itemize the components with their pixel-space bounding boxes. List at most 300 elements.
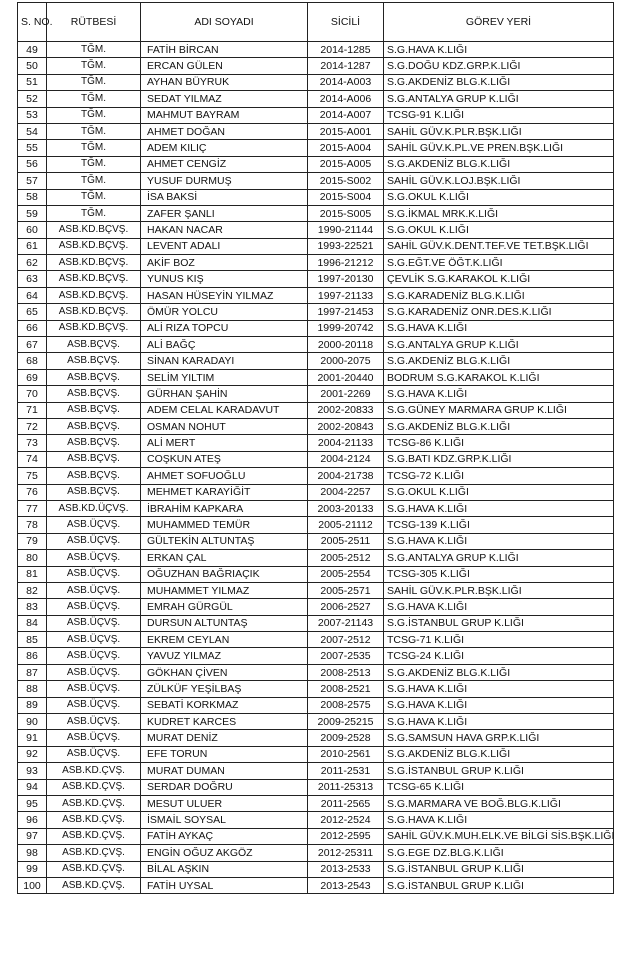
cell-duty-station: S.G.OKUL K.LIĞI — [384, 189, 614, 205]
cell-duty-station: TCSG-71 K.LIĞI — [384, 632, 614, 648]
cell-duty-station: S.G.SAMSUN HAVA GRP.K.LIĞI — [384, 730, 614, 746]
cell-duty-station: S.G.HAVA K.LIĞI — [384, 320, 614, 336]
cell-rank: ASB.KD.ÜÇVŞ. — [47, 500, 141, 516]
cell-registry: 2013-2543 — [308, 877, 384, 893]
cell-rank: ASB.KD.BÇVŞ. — [47, 304, 141, 320]
cell-rank: TĞM. — [47, 123, 141, 139]
cell-registry: 2008-2513 — [308, 664, 384, 680]
cell-duty-station: S.G.HAVA K.LIĞI — [384, 681, 614, 697]
cell-rank: ASB.ÜÇVŞ. — [47, 648, 141, 664]
cell-no: 88 — [18, 681, 47, 697]
cell-name: İBRAHİM KAPKARA — [141, 500, 308, 516]
table-row — [18, 107, 614, 123]
cell-registry: 2006-2527 — [308, 599, 384, 615]
cell-registry: 2004-2257 — [308, 484, 384, 500]
cell-duty-station: S.G.ANTALYA GRUP K.LIĞI — [384, 550, 614, 566]
cell-registry: 2015-S004 — [308, 189, 384, 205]
cell-duty-station: S.G.HAVA K.LIĞI — [384, 533, 614, 549]
cell-duty-station: S.G.HAVA K.LIĞI — [384, 386, 614, 402]
table-row — [18, 353, 614, 369]
cell-no: 68 — [18, 353, 47, 369]
cell-registry: 2014-A003 — [308, 74, 384, 90]
cell-no: 61 — [18, 238, 47, 254]
cell-no: 87 — [18, 664, 47, 680]
cell-registry: 2004-21133 — [308, 435, 384, 451]
cell-name: FATİH UYSAL — [141, 877, 308, 893]
cell-rank: ASB.BÇVŞ. — [47, 386, 141, 402]
cell-name: MURAT DENİZ — [141, 730, 308, 746]
cell-name: HAKAN NACAR — [141, 222, 308, 238]
cell-name: COŞKUN ATEŞ — [141, 451, 308, 467]
cell-rank: ASB.ÜÇVŞ. — [47, 599, 141, 615]
cell-name: LEVENT ADALI — [141, 238, 308, 254]
cell-duty-station: TCSG-86 K.LIĞI — [384, 435, 614, 451]
cell-name: SİNAN KARADAYI — [141, 353, 308, 369]
table-row — [18, 795, 614, 811]
cell-duty-station: SAHİL GÜV.K.PL.VE PREN.BŞK.LIĞI — [384, 140, 614, 156]
table-row — [18, 140, 614, 156]
cell-rank: ASB.ÜÇVŞ. — [47, 664, 141, 680]
table-row — [18, 812, 614, 828]
cell-no: 82 — [18, 582, 47, 598]
table-row — [18, 599, 614, 615]
table-row — [18, 320, 614, 336]
cell-duty-station: S.G.AKDENİZ BLG.K.LIĞI — [384, 418, 614, 434]
cell-duty-station: S.G.MARMARA VE BOĞ.BLG.K.LIĞI — [384, 795, 614, 811]
cell-name: GÜLTEKİN ALTUNTAŞ — [141, 533, 308, 549]
cell-no: 90 — [18, 714, 47, 730]
cell-registry: 2001-20440 — [308, 369, 384, 385]
cell-duty-station: S.G.HAVA K.LIĞI — [384, 500, 614, 516]
cell-registry: 2002-20843 — [308, 418, 384, 434]
table-row — [18, 91, 614, 107]
cell-registry: 1993-22521 — [308, 238, 384, 254]
personnel-table — [17, 2, 614, 894]
cell-no: 98 — [18, 845, 47, 861]
cell-duty-station: BODRUM S.G.KARAKOL K.LIĞI — [384, 369, 614, 385]
cell-duty-station: S.G.EGE DZ.BLG.K.LIĞI — [384, 845, 614, 861]
cell-name: FATİH BİRCAN — [141, 42, 308, 58]
cell-registry: 2012-2524 — [308, 812, 384, 828]
cell-name: AKİF BOZ — [141, 255, 308, 271]
personnel-list — [17, 2, 613, 894]
cell-no: 71 — [18, 402, 47, 418]
cell-duty-station: S.G.DOĞU KDZ.GRP.K.LIĞI — [384, 58, 614, 74]
cell-no: 95 — [18, 795, 47, 811]
cell-name: DURSUN ALTUNTAŞ — [141, 615, 308, 631]
cell-no: 49 — [18, 42, 47, 58]
header-registry: SİCİLİ — [308, 3, 384, 42]
table-row — [18, 484, 614, 500]
cell-no: 89 — [18, 697, 47, 713]
cell-registry: 2009-2528 — [308, 730, 384, 746]
cell-no: 55 — [18, 140, 47, 156]
cell-rank: ASB.KD.BÇVŞ. — [47, 287, 141, 303]
cell-name: AHMET SOFUOĞLU — [141, 468, 308, 484]
table-row — [18, 435, 614, 451]
table-row — [18, 763, 614, 779]
cell-rank: TĞM. — [47, 140, 141, 156]
table-row — [18, 697, 614, 713]
cell-registry: 2000-2075 — [308, 353, 384, 369]
cell-no: 94 — [18, 779, 47, 795]
cell-duty-station: S.G.İSTANBUL GRUP K.LIĞI — [384, 763, 614, 779]
cell-name: EFE TORUN — [141, 746, 308, 762]
cell-name: AYHAN BÜYRUK — [141, 74, 308, 90]
cell-rank: ASB.BÇVŞ. — [47, 418, 141, 434]
cell-registry: 2008-2575 — [308, 697, 384, 713]
table-row — [18, 861, 614, 877]
cell-rank: ASB.KD.BÇVŞ. — [47, 271, 141, 287]
cell-no: 66 — [18, 320, 47, 336]
cell-no: 77 — [18, 500, 47, 516]
cell-no: 93 — [18, 763, 47, 779]
cell-registry: 1990-21144 — [308, 222, 384, 238]
cell-rank: ASB.ÜÇVŞ. — [47, 517, 141, 533]
cell-registry: 2004-2124 — [308, 451, 384, 467]
cell-no: 59 — [18, 205, 47, 221]
cell-duty-station: TCSG-91 K.LIĞI — [384, 107, 614, 123]
cell-no: 72 — [18, 418, 47, 434]
table-row — [18, 648, 614, 664]
cell-rank: ASB.KD.ÇVŞ. — [47, 795, 141, 811]
cell-duty-station: TCSG-65 K.LIĞI — [384, 779, 614, 795]
cell-duty-station: SAHİL GÜV.K.MUH.ELK.VE BİLGİ SİS.BŞK.LIĞI — [384, 828, 614, 844]
cell-duty-station: TCSG-305 K.LIĞI — [384, 566, 614, 582]
header-row — [18, 3, 614, 42]
table-row — [18, 550, 614, 566]
cell-rank: ASB.BÇVŞ. — [47, 435, 141, 451]
cell-registry: 2015-S005 — [308, 205, 384, 221]
cell-no: 73 — [18, 435, 47, 451]
cell-registry: 2012-25311 — [308, 845, 384, 861]
table-row — [18, 615, 614, 631]
cell-name: İSMAİL SOYSAL — [141, 812, 308, 828]
cell-duty-station: SAHİL GÜV.K.PLR.BŞK.LIĞI — [384, 123, 614, 139]
cell-duty-station: SAHİL GÜV.K.PLR.BŞK.LIĞI — [384, 582, 614, 598]
cell-rank: TĞM. — [47, 107, 141, 123]
cell-registry: 2014-A007 — [308, 107, 384, 123]
cell-rank: TĞM. — [47, 205, 141, 221]
cell-no: 69 — [18, 369, 47, 385]
cell-name: MAHMUT BAYRAM — [141, 107, 308, 123]
cell-name: SEBATİ KORKMAZ — [141, 697, 308, 713]
cell-name: MUHAMMED TEMÜR — [141, 517, 308, 533]
cell-duty-station: S.G.HAVA K.LIĞI — [384, 812, 614, 828]
table-row — [18, 517, 614, 533]
cell-registry: 2005-21112 — [308, 517, 384, 533]
header-name: ADI SOYADI — [141, 3, 308, 42]
cell-rank: ASB.BÇVŞ. — [47, 451, 141, 467]
cell-duty-station: TCSG-139 K.LIĞI — [384, 517, 614, 533]
cell-rank: ASB.ÜÇVŞ. — [47, 681, 141, 697]
cell-no: 86 — [18, 648, 47, 664]
table-row — [18, 500, 614, 516]
table-row — [18, 369, 614, 385]
table-row — [18, 582, 614, 598]
cell-no: 91 — [18, 730, 47, 746]
cell-registry: 2015-A001 — [308, 123, 384, 139]
cell-duty-station: S.G.GÜNEY MARMARA GRUP K.LIĞI — [384, 402, 614, 418]
cell-name: SERDAR DOĞRU — [141, 779, 308, 795]
cell-no: 78 — [18, 517, 47, 533]
cell-registry: 2011-2565 — [308, 795, 384, 811]
cell-registry: 2005-2571 — [308, 582, 384, 598]
cell-rank: TĞM. — [47, 42, 141, 58]
cell-duty-station: S.G.İSTANBUL GRUP K.LIĞI — [384, 615, 614, 631]
cell-name: EMRAH GÜRGÜL — [141, 599, 308, 615]
table-row — [18, 681, 614, 697]
cell-rank: ASB.KD.BÇVŞ. — [47, 238, 141, 254]
cell-duty-station: S.G.ANTALYA GRUP K.LIĞI — [384, 91, 614, 107]
cell-rank: ASB.KD.ÇVŞ. — [47, 763, 141, 779]
cell-no: 57 — [18, 173, 47, 189]
cell-no: 97 — [18, 828, 47, 844]
cell-rank: TĞM. — [47, 91, 141, 107]
cell-registry: 2013-2533 — [308, 861, 384, 877]
cell-registry: 2005-2512 — [308, 550, 384, 566]
table-row — [18, 58, 614, 74]
cell-name: ZÜLKÜF YEŞİLBAŞ — [141, 681, 308, 697]
cell-name: ZAFER ŞANLI — [141, 205, 308, 221]
table-row — [18, 845, 614, 861]
cell-name: AHMET DOĞAN — [141, 123, 308, 139]
cell-rank: ASB.BÇVŞ. — [47, 369, 141, 385]
cell-duty-station: ÇEVLİK S.G.KARAKOL K.LIĞI — [384, 271, 614, 287]
cell-name: MEHMET KARAYİĞİT — [141, 484, 308, 500]
cell-registry: 2003-20133 — [308, 500, 384, 516]
cell-registry: 2000-20118 — [308, 337, 384, 353]
cell-duty-station: TCSG-72 K.LIĞI — [384, 468, 614, 484]
cell-rank: ASB.KD.ÇVŞ. — [47, 861, 141, 877]
cell-rank: ASB.BÇVŞ. — [47, 468, 141, 484]
cell-duty-station: S.G.EĞT.VE ÖĞT.K.LIĞI — [384, 255, 614, 271]
cell-no: 56 — [18, 156, 47, 172]
cell-duty-station: S.G.HAVA K.LIĞI — [384, 697, 614, 713]
cell-registry: 1997-21133 — [308, 287, 384, 303]
cell-duty-station: S.G.AKDENİZ BLG.K.LIĞI — [384, 353, 614, 369]
table-row — [18, 173, 614, 189]
cell-name: SEDAT YILMAZ — [141, 91, 308, 107]
cell-rank: ASB.ÜÇVŞ. — [47, 714, 141, 730]
cell-name: MUHAMMET YILMAZ — [141, 582, 308, 598]
table-row — [18, 156, 614, 172]
cell-duty-station: S.G.HAVA K.LIĞI — [384, 599, 614, 615]
table-row — [18, 779, 614, 795]
cell-rank: ASB.KD.BÇVŞ. — [47, 222, 141, 238]
cell-name: YUSUF DURMUŞ — [141, 173, 308, 189]
cell-no: 62 — [18, 255, 47, 271]
cell-registry: 2009-25215 — [308, 714, 384, 730]
cell-name: GÜRHAN ŞAHİN — [141, 386, 308, 402]
table-row — [18, 632, 614, 648]
table-row — [18, 828, 614, 844]
cell-no: 96 — [18, 812, 47, 828]
table-row — [18, 123, 614, 139]
cell-registry: 2008-2521 — [308, 681, 384, 697]
cell-rank: ASB.ÜÇVŞ. — [47, 730, 141, 746]
cell-no: 76 — [18, 484, 47, 500]
cell-registry: 2005-2554 — [308, 566, 384, 582]
cell-rank: ASB.KD.BÇVŞ. — [47, 320, 141, 336]
cell-name: ALİ MERT — [141, 435, 308, 451]
cell-no: 83 — [18, 599, 47, 615]
cell-duty-station: S.G.BATI KDZ.GRP.K.LIĞI — [384, 451, 614, 467]
table-body — [18, 42, 614, 894]
cell-name: ADEM CELAL KARADAVUT — [141, 402, 308, 418]
cell-registry: 2004-21738 — [308, 468, 384, 484]
cell-rank: ASB.ÜÇVŞ. — [47, 697, 141, 713]
cell-registry: 2007-2512 — [308, 632, 384, 648]
table-row — [18, 877, 614, 893]
cell-name: MURAT DUMAN — [141, 763, 308, 779]
cell-no: 70 — [18, 386, 47, 402]
cell-no: 99 — [18, 861, 47, 877]
cell-name: ALİ BAĞÇ — [141, 337, 308, 353]
cell-duty-station: TCSG-24 K.LIĞI — [384, 648, 614, 664]
cell-name: GÖKHAN ÇİVEN — [141, 664, 308, 680]
cell-name: İSA BAKSİ — [141, 189, 308, 205]
cell-name: ERCAN GÜLEN — [141, 58, 308, 74]
table-row — [18, 451, 614, 467]
cell-rank: ASB.ÜÇVŞ. — [47, 632, 141, 648]
cell-no: 53 — [18, 107, 47, 123]
cell-rank: ASB.ÜÇVŞ. — [47, 746, 141, 762]
table-row — [18, 402, 614, 418]
cell-registry: 2002-20833 — [308, 402, 384, 418]
cell-name: ENGİN OĞUZ AKGÖZ — [141, 845, 308, 861]
table-row — [18, 189, 614, 205]
cell-rank: ASB.KD.ÇVŞ. — [47, 877, 141, 893]
header-rank: RÜTBESİ — [47, 3, 141, 42]
cell-registry: 1997-20130 — [308, 271, 384, 287]
table-row — [18, 714, 614, 730]
table-row — [18, 238, 614, 254]
cell-name: SELİM YILTIM — [141, 369, 308, 385]
cell-no: 81 — [18, 566, 47, 582]
cell-duty-station: S.G.AKDENİZ BLG.K.LIĞI — [384, 664, 614, 680]
table-row — [18, 418, 614, 434]
cell-registry: 2010-2561 — [308, 746, 384, 762]
cell-duty-station: S.G.OKUL K.LIĞI — [384, 222, 614, 238]
cell-name: ALİ RIZA TOPCU — [141, 320, 308, 336]
cell-no: 100 — [18, 877, 47, 893]
table-row — [18, 287, 614, 303]
cell-no: 92 — [18, 746, 47, 762]
cell-registry: 1997-21453 — [308, 304, 384, 320]
cell-registry: 1996-21212 — [308, 255, 384, 271]
cell-no: 80 — [18, 550, 47, 566]
table-row — [18, 533, 614, 549]
cell-name: MESUT ULUER — [141, 795, 308, 811]
cell-no: 65 — [18, 304, 47, 320]
table-row — [18, 730, 614, 746]
cell-name: ERKAN ÇAL — [141, 550, 308, 566]
cell-duty-station: SAHİL GÜV.K.DENT.TEF.VE TET.BŞK.LIĞI — [384, 238, 614, 254]
table-row — [18, 664, 614, 680]
cell-duty-station: S.G.OKUL K.LIĞI — [384, 484, 614, 500]
cell-rank: ASB.KD.ÇVŞ. — [47, 812, 141, 828]
header-duty-station: GÖREV YERİ — [384, 3, 614, 42]
cell-registry: 2007-21143 — [308, 615, 384, 631]
cell-rank: ASB.BÇVŞ. — [47, 353, 141, 369]
cell-registry: 2001-2269 — [308, 386, 384, 402]
cell-no: 75 — [18, 468, 47, 484]
cell-no: 63 — [18, 271, 47, 287]
cell-name: OĞUZHAN BAĞRIAÇIK — [141, 566, 308, 582]
cell-rank: ASB.KD.BÇVŞ. — [47, 255, 141, 271]
table-row — [18, 746, 614, 762]
cell-rank: ASB.KD.ÇVŞ. — [47, 828, 141, 844]
cell-registry: 2007-2535 — [308, 648, 384, 664]
cell-registry: 2015-A004 — [308, 140, 384, 156]
cell-rank: ASB.ÜÇVŞ. — [47, 582, 141, 598]
cell-no: 84 — [18, 615, 47, 631]
cell-duty-station: S.G.ANTALYA GRUP K.LIĞI — [384, 337, 614, 353]
cell-rank: ASB.ÜÇVŞ. — [47, 566, 141, 582]
cell-name: OSMAN NOHUT — [141, 418, 308, 434]
cell-duty-station: S.G.İSTANBUL GRUP K.LIĞI — [384, 861, 614, 877]
cell-rank: TĞM. — [47, 173, 141, 189]
cell-duty-station: S.G.AKDENİZ BLG.K.LIĞI — [384, 74, 614, 90]
cell-rank: ASB.BÇVŞ. — [47, 337, 141, 353]
cell-name: KUDRET KARCES — [141, 714, 308, 730]
cell-duty-station: S.G.KARADENİZ ONR.DES.K.LIĞI — [384, 304, 614, 320]
cell-duty-station: SAHİL GÜV.K.LOJ.BŞK.LIĞI — [384, 173, 614, 189]
cell-name: YAVUZ YILMAZ — [141, 648, 308, 664]
cell-name: YUNUS KIŞ — [141, 271, 308, 287]
cell-registry: 2014-A006 — [308, 91, 384, 107]
cell-no: 58 — [18, 189, 47, 205]
cell-registry: 2011-25313 — [308, 779, 384, 795]
cell-duty-station: S.G.HAVA K.LIĞI — [384, 42, 614, 58]
cell-rank: ASB.ÜÇVŞ. — [47, 533, 141, 549]
cell-registry: 2005-2511 — [308, 533, 384, 549]
cell-name: AHMET CENGİZ — [141, 156, 308, 172]
cell-name: EKREM CEYLAN — [141, 632, 308, 648]
cell-no: 52 — [18, 91, 47, 107]
cell-no: 50 — [18, 58, 47, 74]
cell-no: 74 — [18, 451, 47, 467]
cell-registry: 1999-20742 — [308, 320, 384, 336]
table-row — [18, 566, 614, 582]
cell-rank: ASB.ÜÇVŞ. — [47, 550, 141, 566]
cell-name: BİLAL AŞKIN — [141, 861, 308, 877]
cell-name: ADEM KILIÇ — [141, 140, 308, 156]
cell-rank: TĞM. — [47, 156, 141, 172]
cell-duty-station: S.G.AKDENİZ BLG.K.LIĞI — [384, 156, 614, 172]
cell-no: 64 — [18, 287, 47, 303]
cell-no: 60 — [18, 222, 47, 238]
cell-no: 54 — [18, 123, 47, 139]
table-row — [18, 337, 614, 353]
cell-rank: ASB.BÇVŞ. — [47, 402, 141, 418]
cell-rank: ASB.KD.ÇVŞ. — [47, 779, 141, 795]
cell-rank: ASB.BÇVŞ. — [47, 484, 141, 500]
cell-rank: TĞM. — [47, 58, 141, 74]
table-row — [18, 304, 614, 320]
cell-registry: 2011-2531 — [308, 763, 384, 779]
cell-duty-station: S.G.KARADENİZ BLG.K.LIĞI — [384, 287, 614, 303]
table-row — [18, 468, 614, 484]
header-no: S. NO. — [18, 3, 47, 42]
cell-name: ÖMÜR YOLCU — [141, 304, 308, 320]
cell-name: HASAN HÜSEYİN YILMAZ — [141, 287, 308, 303]
cell-duty-station: S.G.HAVA K.LIĞI — [384, 714, 614, 730]
cell-duty-station: S.G.AKDENİZ BLG.K.LIĞI — [384, 746, 614, 762]
cell-duty-station: S.G.İSTANBUL GRUP K.LIĞI — [384, 877, 614, 893]
cell-no: 51 — [18, 74, 47, 90]
